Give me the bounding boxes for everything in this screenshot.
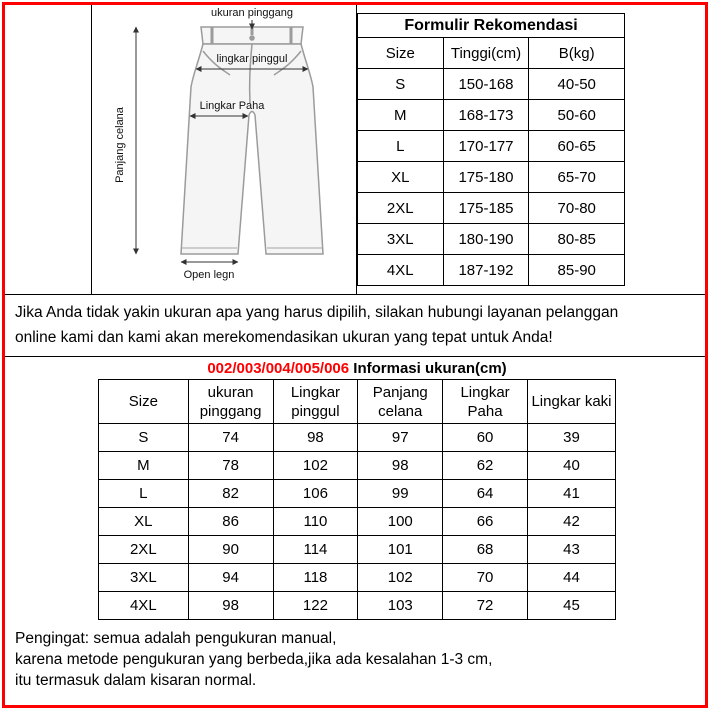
recommendation-table-wrap: [357, 13, 625, 286]
column-header: Tinggi(cm): [443, 38, 529, 69]
reminder-line2: karena metode pengukuran yang berbeda,jika ada kesalahan 1-3 cm,: [15, 651, 493, 668]
table-row: [358, 255, 625, 286]
top-section: [5, 5, 705, 295]
table-cell: 170-177: [443, 131, 529, 162]
thigh-label: Lingkar Paha: [199, 100, 265, 112]
column-header: Size: [358, 38, 444, 69]
column-header: Lingkar kaki: [527, 380, 615, 424]
table-cell: 60: [443, 424, 528, 452]
table-cell: 2XL: [99, 536, 189, 564]
size-chart-image: [2, 2, 708, 708]
table-cell: 102: [358, 564, 443, 592]
hip-label: lingkar pinggul: [216, 53, 288, 65]
table-cell: 110: [273, 508, 358, 536]
table-row: [99, 508, 616, 536]
table-cell: 94: [188, 564, 273, 592]
table-cell: 99: [358, 480, 443, 508]
table-cell: 85-90: [529, 255, 625, 286]
table-cell: 42: [527, 508, 615, 536]
table-row: [358, 14, 625, 38]
table-cell: 100: [358, 508, 443, 536]
table-cell: 180-190: [443, 224, 529, 255]
table-cell: 70: [443, 564, 528, 592]
table-row: [99, 452, 616, 480]
table-cell: 175-180: [443, 162, 529, 193]
table-row: [358, 224, 625, 255]
table-row: [99, 592, 616, 620]
table-cell: 122: [273, 592, 358, 620]
table-cell: 45: [527, 592, 615, 620]
table-row: [99, 536, 616, 564]
table-cell: 97: [358, 424, 443, 452]
pants-diagram-panel: [91, 5, 357, 295]
reminder-line1: Pengingat: semua adalah pengukuran manual,: [15, 630, 337, 647]
table-cell: 4XL: [99, 592, 189, 620]
column-header: B(kg): [529, 38, 625, 69]
table-cell: 114: [273, 536, 358, 564]
table-cell: 70-80: [529, 193, 625, 224]
size-info-title: [98, 357, 616, 379]
column-header: Panjang celana: [358, 380, 443, 424]
table-row: [358, 69, 625, 100]
table-header-row: [99, 380, 616, 424]
contact-notice-line1: Jika Anda tidak yakin ukuran apa yang harus dipilih, silakan hubungi layanan pelanggan: [15, 304, 619, 321]
reminder-line3: itu termasuk dalam kisaran normal.: [15, 672, 257, 689]
table-cell: 62: [443, 452, 528, 480]
table-cell: 40-50: [529, 69, 625, 100]
table-cell: 40: [527, 452, 615, 480]
pants-diagram: [92, 5, 358, 295]
table-cell: 44: [527, 564, 615, 592]
size-info-table-body: [99, 424, 616, 620]
length-label: Panjang celana: [114, 107, 126, 183]
table-cell: 102: [273, 452, 358, 480]
table-cell: 80-85: [529, 224, 625, 255]
table-cell: 66: [443, 508, 528, 536]
table-cell: 2XL: [358, 193, 444, 224]
table-cell: 106: [273, 480, 358, 508]
table-row: [99, 564, 616, 592]
table-cell: 98: [273, 424, 358, 452]
table-cell: 39: [527, 424, 615, 452]
table-row: [358, 193, 625, 224]
table-cell: L: [358, 131, 444, 162]
table-header-row: [358, 38, 625, 69]
table-cell: 50-60: [529, 100, 625, 131]
table-cell: 118: [273, 564, 358, 592]
table-cell: 65-70: [529, 162, 625, 193]
table-row: [358, 162, 625, 193]
table-cell: 3XL: [358, 224, 444, 255]
table-cell: S: [99, 424, 189, 452]
table-cell: 175-185: [443, 193, 529, 224]
size-info-table: [98, 379, 616, 620]
table-row: [99, 424, 616, 452]
table-cell: 103: [358, 592, 443, 620]
column-header: ukuran pinggang: [188, 380, 273, 424]
column-header: Lingkar Paha: [443, 380, 528, 424]
leg-opening-label: Open legn: [183, 269, 235, 281]
table-row: [99, 480, 616, 508]
table-cell: 3XL: [99, 564, 189, 592]
contact-notice: [5, 295, 705, 357]
table-cell: XL: [99, 508, 189, 536]
table-cell: 60-65: [529, 131, 625, 162]
table-cell: S: [358, 69, 444, 100]
table-row: [358, 131, 625, 162]
size-info-heading: Informasi ukuran(cm): [353, 360, 507, 377]
table-cell: 41: [527, 480, 615, 508]
table-cell: 4XL: [358, 255, 444, 286]
table-cell: M: [358, 100, 444, 131]
table-cell: 150-168: [443, 69, 529, 100]
table-cell: 98: [358, 452, 443, 480]
contact-notice-line2: online kami dan kami akan merekomendasikan ukuran yang tepat untuk Anda!: [15, 329, 553, 346]
measurement-reminder: [5, 620, 705, 691]
table-cell: 98: [188, 592, 273, 620]
table-cell: 68: [443, 536, 528, 564]
recommendation-table: [357, 13, 625, 286]
table-row: [358, 100, 625, 131]
table-cell: XL: [358, 162, 444, 193]
table-cell: L: [99, 480, 189, 508]
table-cell: 78: [188, 452, 273, 480]
table-cell: 72: [443, 592, 528, 620]
recommendation-table-title: Formulir Rekomendasi: [358, 14, 625, 38]
table-cell: 86: [188, 508, 273, 536]
column-header: Size: [99, 380, 189, 424]
table-cell: 74: [188, 424, 273, 452]
table-cell: 82: [188, 480, 273, 508]
waist-label: ukuran pinggang: [211, 7, 293, 19]
table-cell: 101: [358, 536, 443, 564]
recommendation-table-body: [358, 69, 625, 286]
table-cell: 90: [188, 536, 273, 564]
table-cell: M: [99, 452, 189, 480]
product-codes: 002/003/004/005/006: [207, 360, 350, 377]
table-cell: 168-173: [443, 100, 529, 131]
column-header: Lingkar pinggul: [273, 380, 358, 424]
table-cell: 187-192: [443, 255, 529, 286]
table-cell: 43: [527, 536, 615, 564]
table-cell: 64: [443, 480, 528, 508]
